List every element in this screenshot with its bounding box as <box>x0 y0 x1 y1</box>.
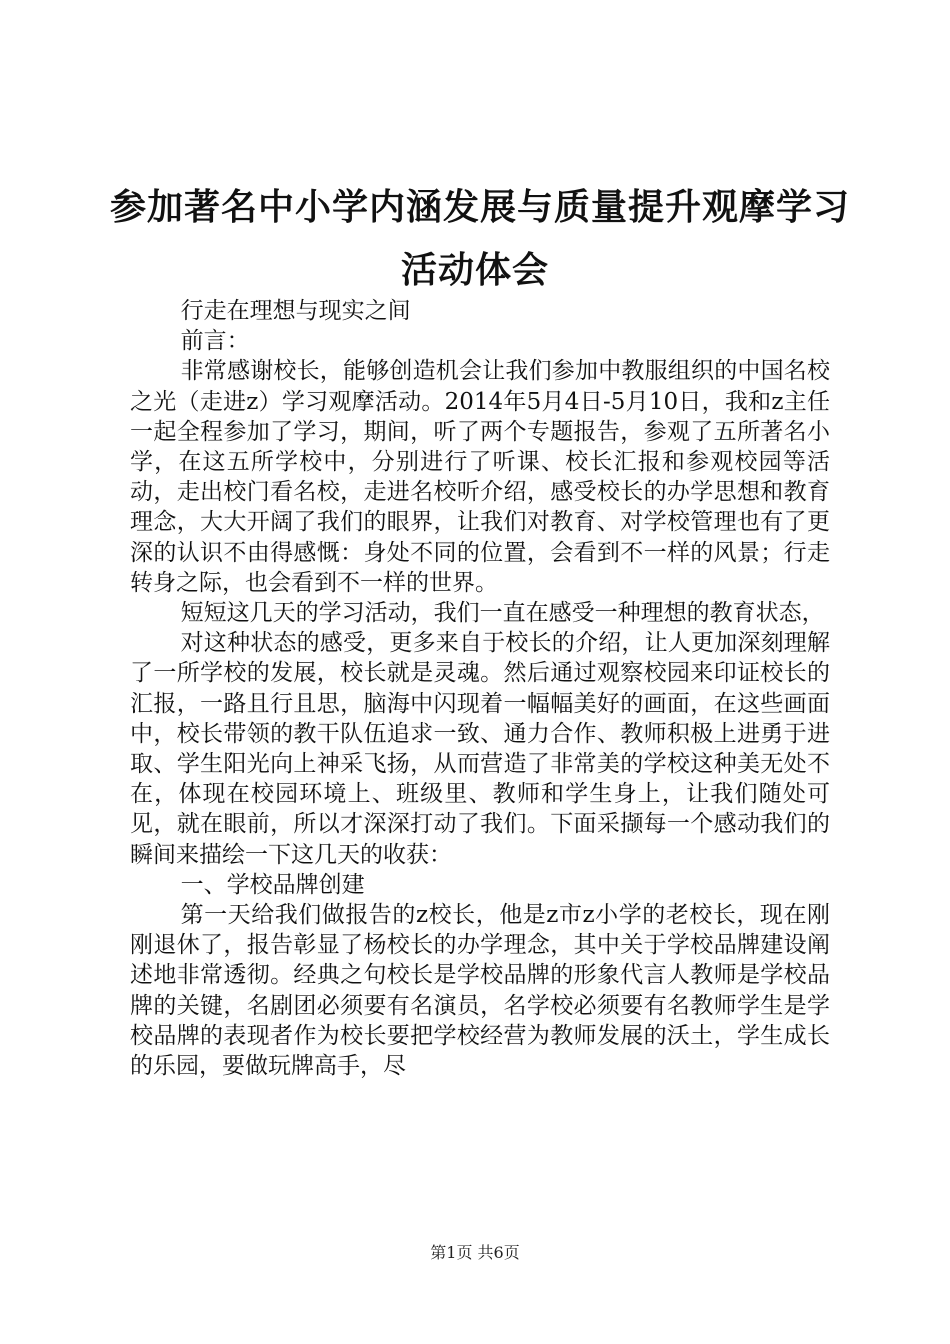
body-paragraph: 非常感谢校长，能够创造机会让我们参加中教服组织的中国名校之光（走进z）学习观摩活动。2014年5月4日-5月10日，我和z主任一起全程参加了学习，期间，听了两个专题报告，参观了五所著名小学，在这五所学校中，分别进行了听课、校长汇报和参观校园等活动，走出校门看名校，走进名校听介绍，感受校长的办学思想和教育理念，大大开阔了我们的眼界，让我们对教育、对学校管理也有了更深的认识不由得感慨：身处不同的位置，会看到不一样的风景；行走转身之际，也会看到不一样的世界。 <box>130 358 830 596</box>
body-paragraph: 短短这几天的学习活动，我们一直在感受一种理想的教育状态， <box>180 600 825 627</box>
subtitle-paragraph: 行走在理想与现实之间 <box>180 298 411 324</box>
document-title-line-2: 活动体会 <box>400 250 549 291</box>
body-paragraph: 第一天给我们做报告的z校长，他是z市z小学的老校长，现在刚刚退休了，报告彰显了杨校长的办学理念，其中关于学校品牌建设阐述地非常透彻。经典之句校长是学校品牌的形象代言人教师是学校品牌的关键，名剧团必须要有名演员，名学校必须要有名教师学生是学校品牌的表现者作为校长要把学校经营为教师发展的沃土，学生成长的乐园，要做玩牌高手，尽 <box>130 902 830 1080</box>
document-title-line-1: 参加著名中小学内涵发展与质量提升观摩学习 <box>110 187 851 228</box>
body-paragraph: 对这种状态的感受，更多来自于校长的介绍，让人更加深刻理解了一所学校的发展，校长就是灵魂。然后通过观察校园来印证校长的汇报，一路且行且思，脑海中闪现着一幅幅美好的画面，在这些画面中，校长带领的教干队伍追求一致、通力合作、教师积极上进勇于进取、学生阳光向上神采飞扬，从而营造了非常美的学校这种美无处不在，体现在校园环境上、班级里、教师和学生身上，让我们随处可见，就在眼前，所以才深深打动了我们。下面采撷每一个感动我们的瞬间来描绘一下这几天的收获： <box>130 630 830 868</box>
section-heading: 一、学校品牌创建 <box>180 871 365 898</box>
document-body <box>130 296 830 1081</box>
page-number-footer: 第1页 共6页 <box>430 1243 520 1262</box>
preface-heading: 前言： <box>180 328 250 355</box>
